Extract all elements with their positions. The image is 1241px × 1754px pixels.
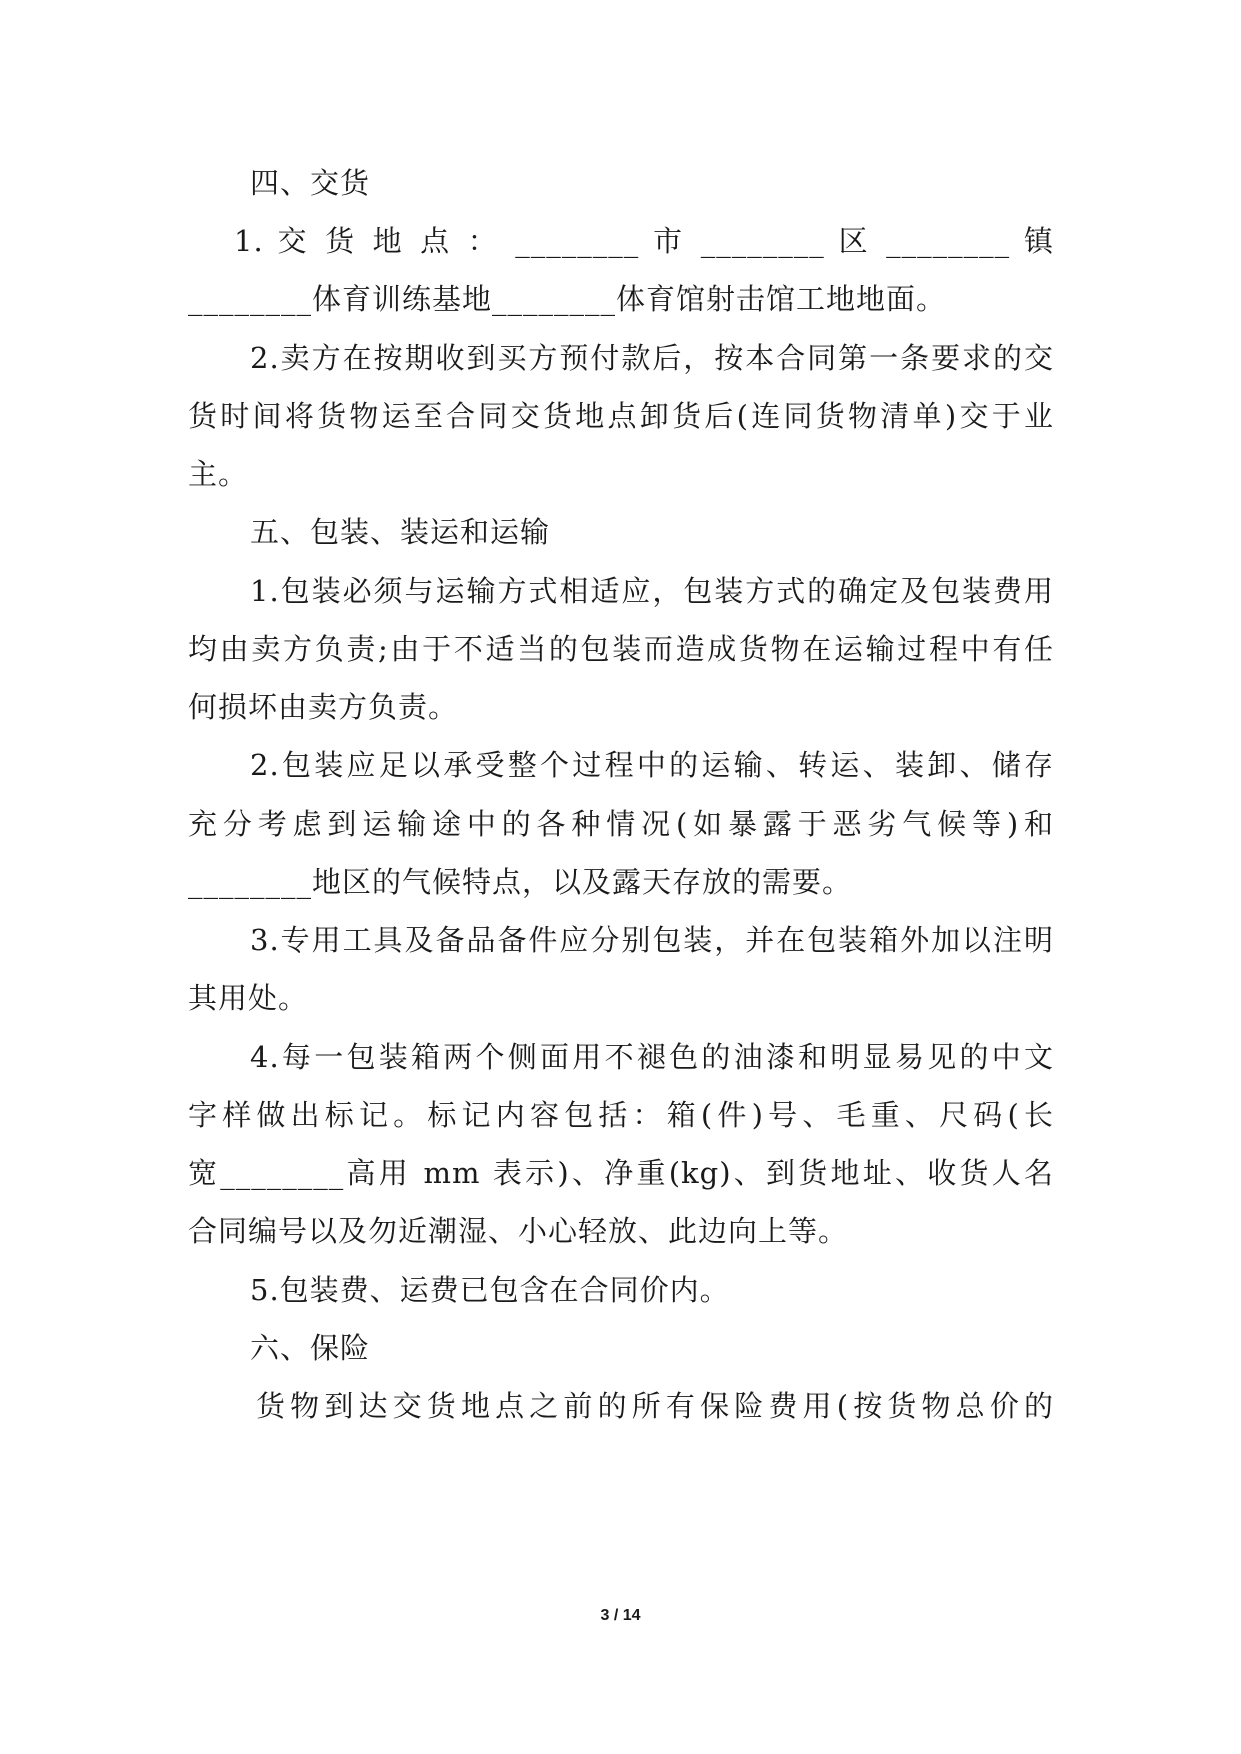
paragraph-line: 4.每一包装箱两个侧面用不褪色的油漆和明显易见的中文 bbox=[250, 1040, 1054, 1074]
page-number: 3 / 14 bbox=[600, 1607, 641, 1624]
paragraph-line: ________地区的气候特点，以及露天存放的需要。 bbox=[188, 865, 853, 899]
paragraph-line: 字样做出标记。标记内容包括：箱(件)号、毛重、尺码(长 bbox=[188, 1098, 1054, 1132]
paragraph-line: 货时间将货物运至合同交货地点卸货后(连同货物清单)交于业 bbox=[188, 399, 1054, 433]
paragraph-line: 何损坏由卖方负责。 bbox=[188, 690, 459, 724]
section-heading-packaging: 五、包装、装运和运输 bbox=[250, 515, 551, 549]
section-heading-delivery: 四、交货 bbox=[250, 166, 371, 200]
paragraph-line: 2.包装应足以承受整个过程中的运输、转运、装卸、储存 bbox=[250, 748, 1054, 782]
paragraph-line: 货物到达交货地点之前的所有保险费用(按货物总价的 bbox=[256, 1389, 1054, 1423]
paragraph-line: 充分考虑到运输途中的各种情况(如暴露于恶劣气候等)和 bbox=[188, 807, 1054, 841]
paragraph-line: 5.包装费、运费已包含在合同价内。 bbox=[250, 1273, 730, 1307]
paragraph-line: 1. 交 货 地 点 ： ________ 市 ________ 区 ________ 镇 bbox=[234, 224, 1054, 258]
paragraph-line: 主。 bbox=[188, 457, 249, 491]
paragraph-line: 3.专用工具及备品备件应分别包装，并在包装箱外加以注明 bbox=[250, 923, 1054, 957]
paragraph-line: 合同编号以及勿近潮湿、小心轻放、此边向上等。 bbox=[188, 1214, 849, 1248]
paragraph-line: ________体育训练基地________体育馆射击馆工地地面。 bbox=[188, 282, 947, 316]
section-heading-insurance: 六、保险 bbox=[250, 1331, 371, 1365]
paragraph-line: 均由卖方负责;由于不适当的包装而造成货物在运输过程中有任 bbox=[188, 632, 1054, 666]
paragraph-line: 宽________高用 mm 表示)、净重(kg)、到货地址、收货人名 bbox=[188, 1156, 1054, 1190]
paragraph-line: 1.包装必须与运输方式相适应，包装方式的确定及包装费用 bbox=[250, 574, 1054, 608]
paragraph-line: 2.卖方在按期收到买方预付款后，按本合同第一条要求的交 bbox=[250, 341, 1054, 375]
paragraph-line: 其用处。 bbox=[188, 981, 309, 1015]
